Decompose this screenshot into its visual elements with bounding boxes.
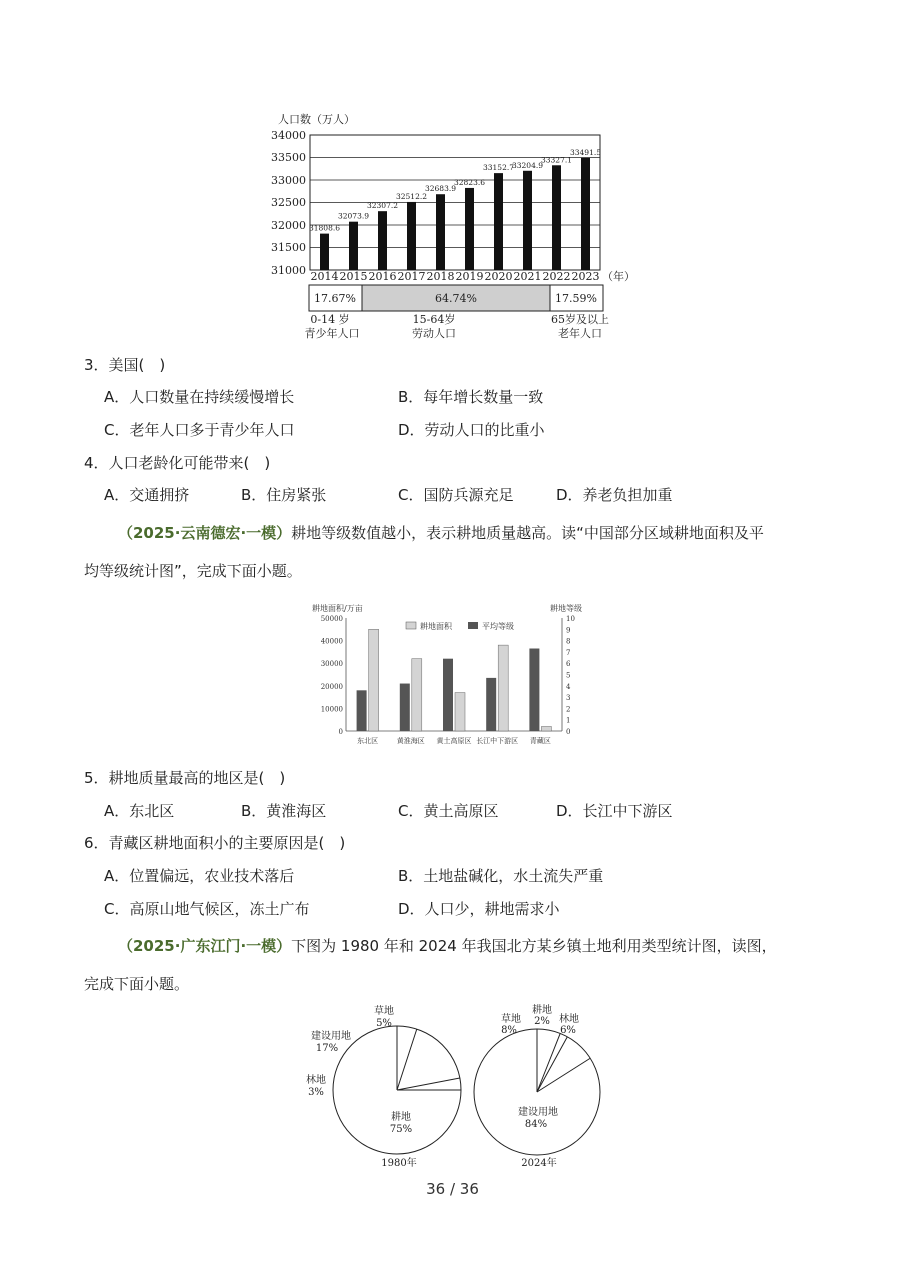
grade-bar-黄淮海区 (400, 684, 410, 731)
value-label-2021: 33204.9 (511, 160, 544, 170)
question-5-option-d[interactable]: D．长江中下游区 (556, 802, 673, 820)
pie-1980-forest-name: 林地 (306, 1075, 326, 1086)
question-4-option-a[interactable]: A．交通拥挤 (104, 486, 190, 504)
bar-2015 (349, 222, 358, 270)
intro-2-line2: 均等级统计图”，完成下面小题。 (84, 562, 302, 580)
chart2-ylabel-left: 耕地面积/万亩 (312, 604, 363, 613)
question-4-option-b[interactable]: B．住房紧张 (241, 486, 327, 504)
x-label-2023: 2023 (571, 270, 600, 283)
right-tick: 7 (566, 648, 571, 657)
ytick: 31000 (271, 264, 306, 277)
value-label-2014: 31808.6 (308, 223, 341, 233)
pie-1980-grassland-name: 草地 (374, 1006, 394, 1017)
area-bar-黄淮海区 (412, 659, 422, 731)
question-5-option-b[interactable]: B．黄淮海区 (241, 802, 327, 820)
question-3-option-b[interactable]: B．每年增长数量一致 (398, 388, 544, 406)
x-label-黄土高原区: 黄土高原区 (436, 737, 472, 745)
left-tick: 30000 (320, 660, 343, 669)
bar-2014 (320, 234, 329, 270)
left-tick: 10000 (320, 705, 343, 714)
x-label-2022: 2022 (542, 270, 571, 283)
pie-1980-grassland-pct: 5% (376, 1018, 392, 1029)
question-3-option-c[interactable]: C．老年人口多于青少年人口 (104, 421, 295, 439)
x-label-黄淮海区: 黄淮海区 (396, 737, 425, 745)
page-number: 36 / 36 (426, 1180, 479, 1198)
structure-elderly-pct: 17.59% (555, 292, 597, 305)
farmland-chart (300, 600, 600, 748)
pie-2024-farmland-name: 耕地 (532, 1005, 552, 1016)
ytick: 32500 (271, 196, 306, 209)
x-label-2021: 2021 (513, 270, 542, 283)
population-chart (270, 108, 650, 344)
pie-1980-farmland-pct: 75% (389, 1124, 413, 1135)
legend-grade-swatch (468, 622, 478, 629)
x-label-2015: 2015 (339, 270, 368, 283)
ytick: 34000 (271, 129, 306, 142)
legend-grade-label: 平均等级 (482, 622, 514, 631)
pie-1980-caption: 1980年 (381, 1158, 417, 1169)
structure-youth-range: 0-14 岁 (310, 313, 350, 326)
question-5-option-c[interactable]: C．黄土高原区 (398, 802, 499, 820)
pie-2024-forest-pct: 6% (560, 1025, 576, 1036)
right-tick: 0 (566, 728, 571, 736)
structure-working-name: 劳动人口 (412, 327, 456, 340)
x-label-2016: 2016 (368, 270, 397, 283)
bar-2019 (465, 188, 474, 270)
bar-2020 (494, 173, 503, 270)
question-5-stem: 5．耕地质量最高的地区是( ) (84, 769, 286, 787)
question-3-stem: 3．美国( ) (84, 356, 166, 374)
area-bar-长江中下游区 (498, 645, 508, 731)
question-4-stem: 4．人口老龄化可能带来( ) (84, 454, 271, 472)
pie-1980-farmland-name: 耕地 (391, 1112, 411, 1123)
x-label-2020: 2020 (484, 270, 513, 283)
value-label-2016: 32307.2 (366, 201, 399, 211)
chart1-ylabel: 人口数（万人） (278, 113, 355, 126)
x-label-2018: 2018 (426, 270, 455, 283)
legend-area-swatch (406, 622, 416, 629)
right-tick: 5 (566, 671, 571, 680)
question-6-option-b[interactable]: B．土地盐碱化，水土流失严重 (398, 867, 604, 885)
chart2-left-ticks (321, 615, 343, 736)
chart2-x-labels (357, 736, 551, 745)
land-use-pie-charts (290, 998, 620, 1174)
left-tick: 20000 (320, 682, 343, 691)
ytick: 33500 (271, 151, 306, 164)
ytick: 32000 (271, 219, 306, 232)
x-label-2017: 2017 (397, 270, 426, 283)
question-6-stem: 6．青藏区耕地面积小的主要原因是( ) (84, 834, 346, 852)
right-tick: 2 (566, 705, 571, 714)
question-6-option-d[interactable]: D．人口少，耕地需求小 (398, 900, 560, 918)
pie-2024-construction-name: 建设用地 (518, 1107, 558, 1118)
right-tick: 10 (566, 615, 575, 623)
intro-3-text1: 下图为 1980 年和 2024 年我国北方某乡镇土地利用类型统计图，读图， (291, 937, 777, 955)
intro-2-source: （2025·云南德宏·一模） (118, 524, 292, 542)
pie-1980-construction-name: 建设用地 (311, 1031, 351, 1042)
value-label-2019: 32823.6 (453, 177, 486, 187)
left-tick: 0 (338, 728, 343, 736)
question-6-option-a[interactable]: A．位置偏远，农业技术落后 (104, 867, 295, 885)
right-tick: 4 (566, 682, 571, 691)
question-3-option-d[interactable]: D．劳动人口的比重小 (398, 421, 545, 439)
ytick: 33000 (271, 174, 306, 187)
ytick: 31500 (271, 241, 306, 254)
value-label-2015: 32073.9 (337, 211, 370, 221)
area-bar-青藏区 (541, 726, 551, 731)
x-label-2014: 2014 (310, 270, 339, 283)
pie-2024-caption: 2024年 (521, 1158, 557, 1169)
area-bar-黄土高原区 (455, 693, 465, 731)
intro-2-text1: 耕地等级数值越小，表示耕地质量越高。读“中国部分区域耕地面积及平 (291, 524, 764, 542)
chart2-ylabel-right: 耕地等级 (550, 604, 582, 613)
right-tick: 3 (566, 694, 571, 703)
chart1-yticks (271, 129, 306, 277)
question-3-option-a[interactable]: A．人口数量在持续缓慢增长 (104, 388, 295, 406)
pie-2024-grassland-name: 草地 (501, 1014, 521, 1025)
value-label-2017: 32512.2 (395, 191, 428, 201)
left-tick: 40000 (320, 637, 343, 646)
x-label-青藏区: 青藏区 (529, 737, 551, 745)
right-tick: 8 (566, 637, 571, 646)
question-5-option-a[interactable]: A．东北区 (104, 802, 175, 820)
intro-3-line1 (118, 935, 777, 956)
question-4-option-d[interactable]: D．养老负担加重 (556, 486, 673, 504)
value-label-2022: 33327.1 (540, 155, 573, 165)
bar-2021 (523, 171, 532, 270)
chart2-bars (357, 629, 552, 731)
bar-2018 (436, 194, 445, 270)
structure-youth-pct: 17.67% (314, 292, 356, 305)
x-label-长江中下游区: 长江中下游区 (476, 737, 519, 745)
intro-2-line1 (118, 522, 764, 543)
grade-bar-青藏区 (529, 649, 539, 731)
bar-2023 (581, 158, 590, 270)
question-6-option-c[interactable]: C．高原山地气候区，冻土广布 (104, 900, 310, 918)
right-tick: 1 (566, 716, 571, 725)
right-tick: 9 (566, 626, 571, 635)
structure-elderly-range: 65岁及以上 (551, 313, 609, 326)
value-label-2023: 33491.5 (569, 147, 602, 157)
pie-2024-farmland-pct: 2% (534, 1016, 550, 1027)
right-tick: 6 (566, 660, 571, 669)
legend-area-label: 耕地面积 (420, 622, 452, 631)
area-bar-东北区 (369, 629, 379, 731)
pie-2024-grassland-pct: 8% (501, 1025, 517, 1036)
chart2-right-ticks (566, 615, 575, 736)
value-label-2020: 33152.7 (482, 163, 515, 173)
pie-2024-forest-name: 林地 (559, 1014, 579, 1025)
grade-bar-黄土高原区 (443, 659, 453, 731)
structure-elderly-name: 老年人口 (558, 327, 602, 340)
question-4-option-c[interactable]: C．国防兵源充足 (398, 486, 514, 504)
bar-2016 (378, 211, 387, 270)
intro-3-source: （2025·广东江门·一模） (118, 937, 292, 955)
structure-working-pct: 64.74% (435, 292, 477, 305)
bar-2022 (552, 165, 561, 270)
pie-2024-construction-pct: 84% (524, 1119, 548, 1130)
pie-1980-construction-pct: 17% (315, 1043, 339, 1054)
grade-bar-东北区 (357, 690, 367, 731)
x-label-东北区: 东北区 (357, 737, 379, 745)
pie-1980-forest-pct: 3% (308, 1087, 324, 1098)
structure-youth-name: 青少年人口 (304, 327, 360, 340)
left-tick: 50000 (320, 615, 343, 623)
grade-bar-长江中下游区 (486, 678, 496, 731)
x-label-2019: 2019 (455, 270, 484, 283)
structure-working-range: 15-64岁 (412, 313, 456, 326)
intro-3-line2: 完成下面小题。 (84, 975, 190, 993)
value-label-2018: 32683.9 (424, 184, 457, 194)
chart1-x-labels (311, 270, 600, 283)
bar-2017 (407, 202, 416, 270)
chart1-xunit: （年） (602, 270, 635, 283)
